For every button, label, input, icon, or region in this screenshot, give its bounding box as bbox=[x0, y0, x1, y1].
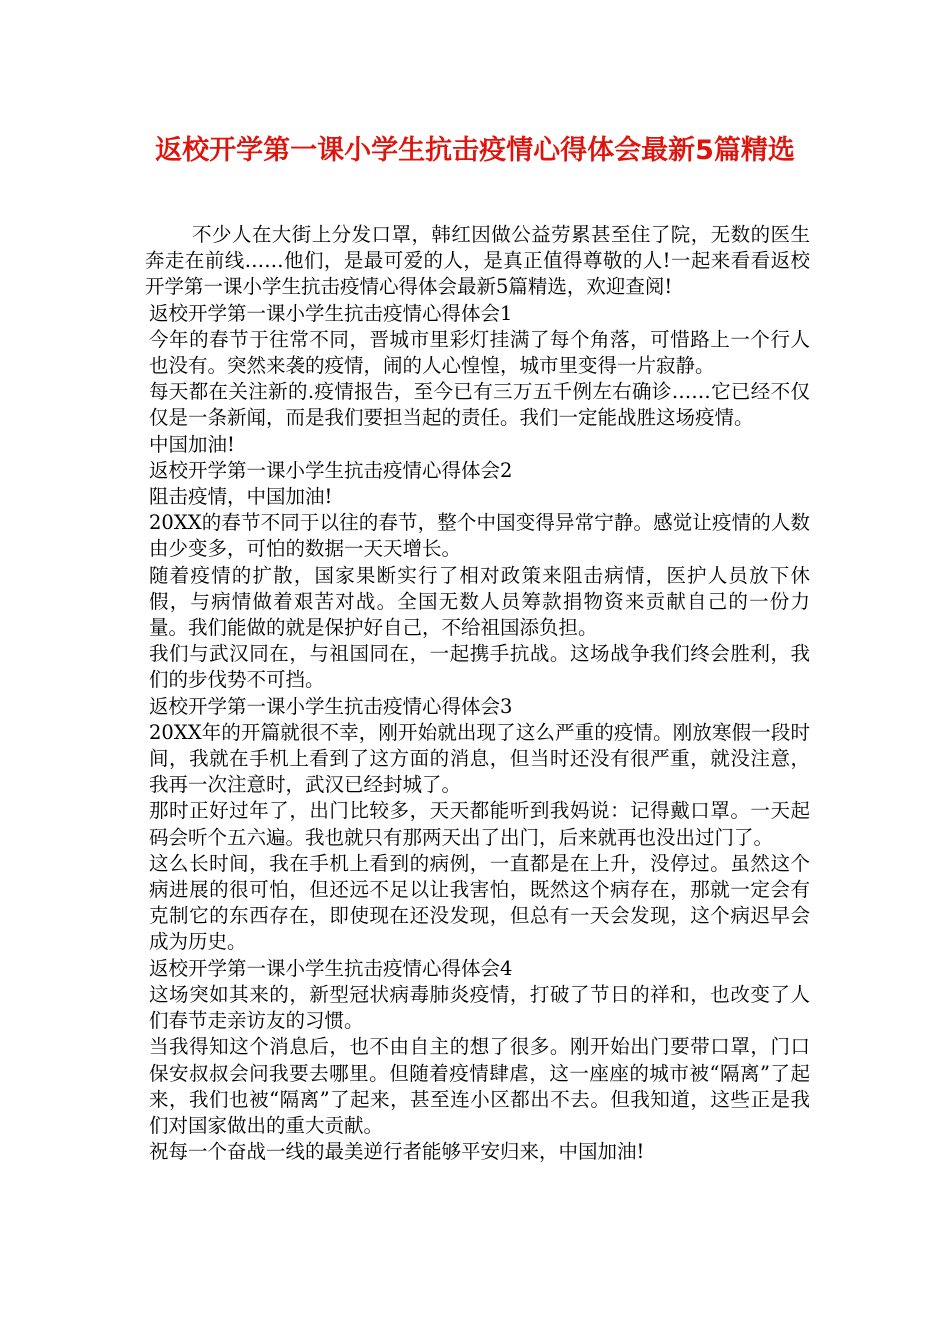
document-body bbox=[145, 222, 810, 1165]
section-1-paragraph-3: 中国加油! bbox=[149, 432, 235, 456]
intro-paragraph: 不少人在大街上分发口罩，韩红因做公益劳累甚至住了院，无数的医生奔走在前线……他们，是最可爱的人，是真正值得尊敬的人!一起来看看返校开学第一课小学生抗击疫情心得体会最新5篇精选，欢迎查阅! bbox=[145, 223, 810, 299]
section-4-paragraph-1: 这场突如其来的，新型冠状病毒肺炎疫情，打破了节日的祥和，也改变了人们春节走亲访友的习惯。 bbox=[149, 982, 810, 1033]
section-3-heading: 返校开学第一课小学生抗击疫情心得体会3 bbox=[149, 694, 513, 718]
section-4-paragraph-3: 祝每一个奋战一线的最美逆行者能够平安归来，中国加油! bbox=[149, 1140, 645, 1164]
section-1-heading: 返校开学第一课小学生抗击疫情心得体会1 bbox=[149, 301, 513, 325]
section-2-paragraph-2: 20XX的春节不同于以往的春节，整个中国变得异常宁静。感觉让疫情的人数由少变多，可怕的数据一天天增长。 bbox=[149, 511, 810, 561]
section-1-paragraph-2: 每天都在关注新的.疫情报告，至今已有三万五千例左右确诊……它已经不仅仅是一条新闻，而是我们要担当起的责任。我们一定能战胜这场疫情。 bbox=[149, 380, 810, 430]
section-2-paragraph-4: 我们与武汉同在，与祖国同在，一起携手抗战。这场战争我们终会胜利，我们的步伐势不可挡。 bbox=[149, 642, 810, 692]
section-1-paragraph-1: 今年的春节于往常不同，晋城市里彩灯挂满了每个角落，可惜路上一个行人也没有。突然来袭的疫情，闹的人心惶惶，城市里变得一片寂静。 bbox=[149, 327, 810, 378]
section-2-paragraph-3: 随着疫情的扩散，国家果断实行了相对政策来阻击病情，医护人员放下休假，与病情做着艰苦对战。全国无数人员筹款捐物资来贡献自己的一份力量。我们能做的就是保护好自己，不给祖国添负担。 bbox=[149, 563, 810, 640]
document-title: 返校开学第一课小学生抗击疫情心得体会最新5篇精选 bbox=[155, 135, 795, 166]
section-3-paragraph-1: 20XX年的开篇就很不幸，刚开始就出现了这么严重的疫情。刚放寒假一段时间，我就在手机上看到了这方面的消息，但当时还没有很严重，就没注意，我再一次注意时，武汉已经封城了。 bbox=[149, 720, 810, 797]
section-3-paragraph-2: 那时正好过年了，出门比较多，天天都能听到我妈说：记得戴口罩。一天起码会听个五六遍。我也就只有那两天出了出门，后来就再也没出过门了。 bbox=[149, 799, 810, 849]
section-4-paragraph-2: 当我得知这个消息后，也不由自主的想了很多。刚开始出门要带口罩，门口保安叔叔会问我要去哪里。但随着疫情肆虐，这一座座的城市被“隔离”了起来，我们也被“隔离”了起来，甚至连小区都出不去。但我知道，这些正是我们对国家做出的重大贡献。 bbox=[149, 1035, 810, 1137]
section-2-heading: 返校开学第一课小学生抗击疫情心得体会2 bbox=[149, 458, 513, 482]
section-3-paragraph-3: 这么长时间，我在手机上看到的病例，一直都是在上升，没停过。虽然这个病进展的很可怕，但还远不足以让我害怕，既然这个病存在，那就一定会有克制它的东西存在，即使现在还没发现，但总有一天会发现，这个病迟早会成为历史。 bbox=[149, 851, 810, 954]
section-2-paragraph-1: 阻击疫情，中国加油! bbox=[149, 485, 333, 509]
section-4-heading: 返校开学第一课小学生抗击疫情心得体会4 bbox=[149, 956, 513, 980]
